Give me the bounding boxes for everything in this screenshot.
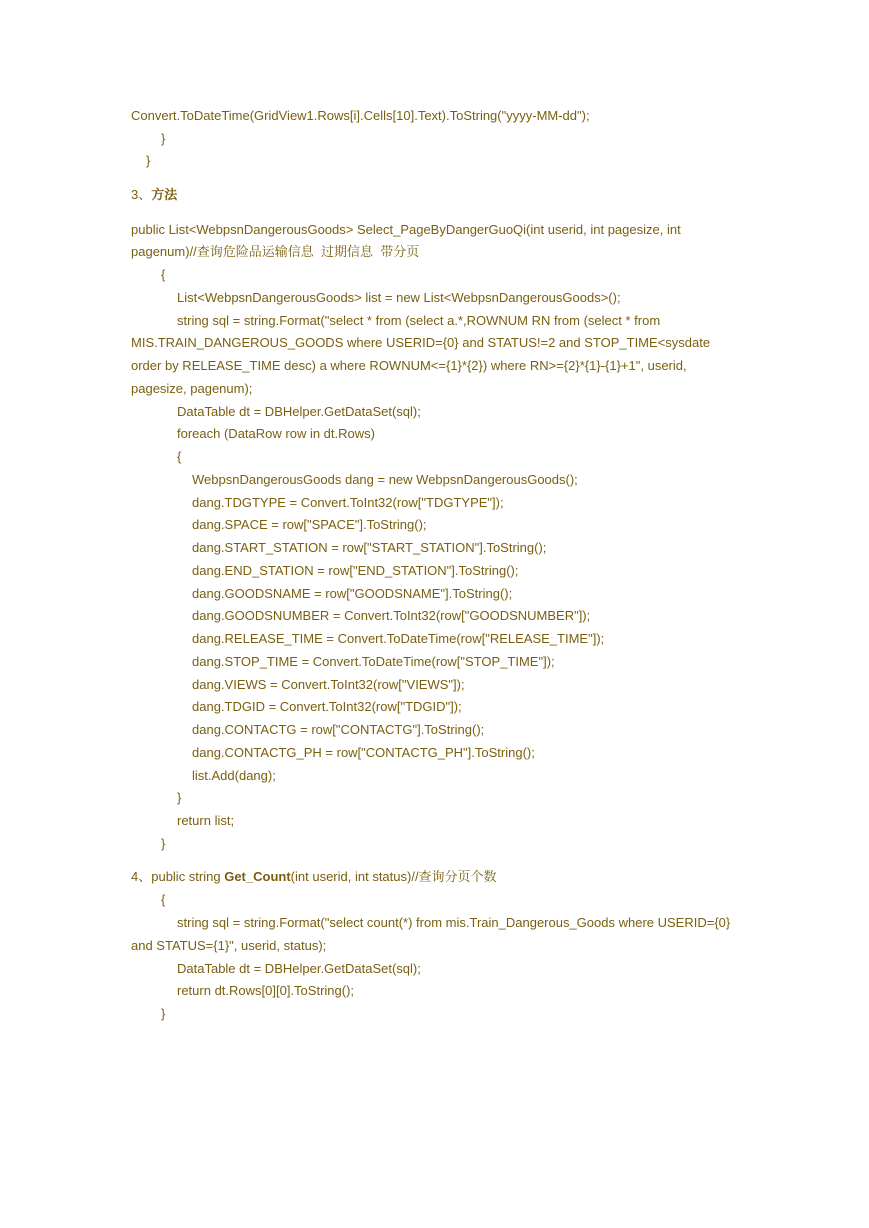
code-line: dang.RELEASE_TIME = Convert.ToDateTime(row["RELEASE_TIME"]);: [192, 631, 605, 646]
code-line: dang.VIEWS = Convert.ToInt32(row["VIEWS"]);: [192, 677, 465, 692]
code-line: foreach (DataRow row in dt.Rows): [177, 426, 375, 441]
code-line: {: [177, 449, 182, 464]
code-line: and STATUS={1}", userid, status);: [131, 938, 327, 953]
code-line: list.Add(dang);: [192, 768, 276, 783]
code-line: }: [177, 790, 182, 805]
code-line: {: [161, 892, 166, 907]
code-line: List<WebpsnDangerousGoods> list = new List<WebpsnDangerousGoods>();: [177, 290, 621, 305]
code-line: dang.CONTACTG = row["CONTACTG"].ToString();: [192, 722, 485, 737]
section-number: 3、: [131, 187, 152, 202]
code-line: dang.START_STATION = row["START_STATION"].ToString();: [192, 540, 547, 555]
code-line: dang.TDGTYPE = Convert.ToInt32(row["TDGTYPE"]);: [192, 495, 504, 510]
code-line: }: [161, 1006, 166, 1021]
code-line: dang.STOP_TIME = Convert.ToDateTime(row["STOP_TIME"]);: [192, 654, 555, 669]
section-heading-4: [131, 869, 497, 885]
code-line: pagesize, pagenum);: [131, 381, 253, 396]
section-prefix: 4、public string: [131, 869, 225, 884]
code-line: return dt.Rows[0][0].ToString();: [177, 983, 355, 998]
code-line: dang.SPACE = row["SPACE"].ToString();: [192, 517, 427, 532]
code-line: return list;: [177, 813, 235, 828]
section-title: 方法: [151, 187, 178, 202]
code-line: DataTable dt = DBHelper.GetDataSet(sql);: [177, 961, 421, 976]
code-line: dang.END_STATION = row["END_STATION"].ToString();: [192, 563, 519, 578]
code-line: string sql = string.Format("select count(*) from mis.Train_Dangerous_Goods where USERID={0}: [177, 915, 731, 930]
code-line: dang.TDGID = Convert.ToInt32(row["TDGID"]);: [192, 699, 462, 714]
method-name: Get_Count: [224, 869, 291, 884]
code-line: dang.GOODSNUMBER = Convert.ToInt32(row["GOODSNUMBER"]);: [192, 608, 591, 623]
code-line: order by RELEASE_TIME desc) a where ROWNUM<={1}*{2}) where RN>={2}*{1}-{1}+1", userid,: [131, 358, 687, 373]
code-line: }: [161, 836, 166, 851]
code-line: pagenum)//查询危险品运输信息 过期信息 带分页: [131, 244, 420, 259]
code-line: DataTable dt = DBHelper.GetDataSet(sql);: [177, 404, 421, 419]
section-heading-3: [131, 187, 177, 203]
code-line: dang.GOODSNAME = row["GOODSNAME"].ToString();: [192, 586, 513, 601]
code-line: public List<WebpsnDangerousGoods> Select_PageByDangerGuoQi(int userid, int pagesize, int: [131, 222, 681, 237]
code-line: WebpsnDangerousGoods dang = new WebpsnDangerousGoods();: [192, 472, 578, 487]
code-line: dang.CONTACTG_PH = row["CONTACTG_PH"].ToString();: [192, 745, 535, 760]
code-line: }: [161, 131, 166, 146]
code-line: Convert.ToDateTime(GridView1.Rows[i].Cells[10].Text).ToString("yyyy-MM-dd");: [131, 108, 590, 123]
code-line: MIS.TRAIN_DANGEROUS_GOODS where USERID={0} and STATUS!=2 and STOP_TIME<sysdate: [131, 335, 711, 350]
code-line: }: [146, 153, 151, 168]
method-signature: (int userid, int status)//查询分页个数: [290, 869, 497, 884]
code-line: {: [161, 267, 166, 282]
code-line: string sql = string.Format("select * from (select a.*,ROWNUM RN from (select * from: [177, 313, 661, 328]
